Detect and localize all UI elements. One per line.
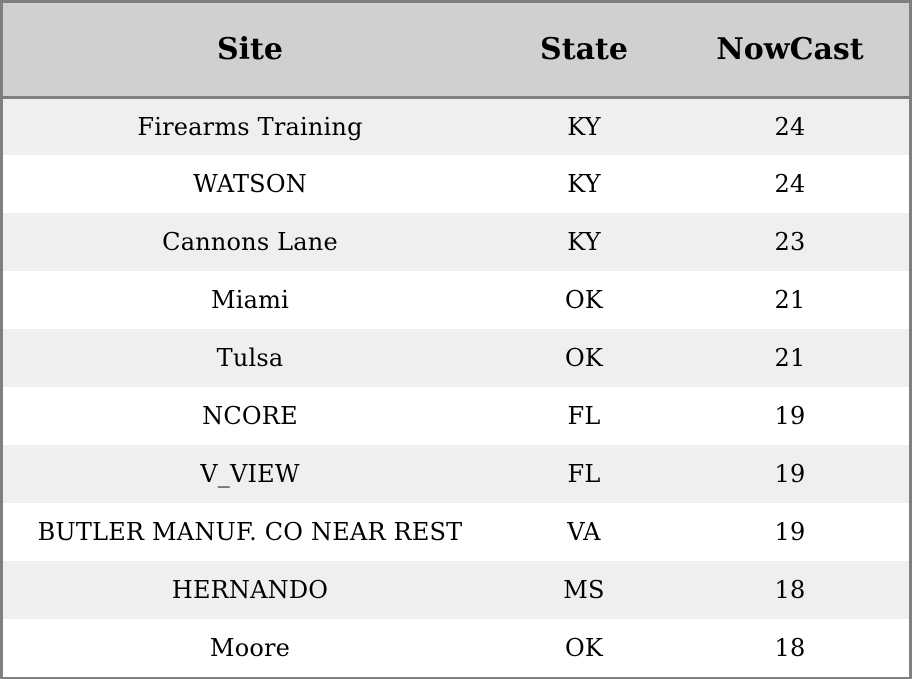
nowcast-cell: 18 xyxy=(774,634,806,662)
table-row xyxy=(3,619,909,677)
nowcast-cell: 21 xyxy=(774,344,806,372)
state-cell: OK xyxy=(564,286,603,314)
column-header-nowcast: NowCast xyxy=(671,3,909,97)
nowcast-cell: 19 xyxy=(774,460,806,488)
site-cell: Miami xyxy=(211,286,289,314)
site-cell: Tulsa xyxy=(216,344,284,372)
column-header-state: State xyxy=(497,3,671,97)
state-cell: OK xyxy=(564,634,603,662)
nowcast-cell: 24 xyxy=(774,170,806,198)
state-cell: OK xyxy=(564,344,603,372)
table-row xyxy=(3,97,909,155)
table-row xyxy=(3,155,909,213)
table-row xyxy=(3,271,909,329)
table-row xyxy=(3,329,909,387)
nowcast-cell: 23 xyxy=(774,228,806,256)
state-cell: KY xyxy=(567,228,601,256)
site-cell: HERNANDO xyxy=(171,576,329,604)
state-cell: KY xyxy=(567,170,601,198)
nowcast-table xyxy=(3,3,909,677)
table-row xyxy=(3,503,909,561)
table-row xyxy=(3,213,909,271)
nowcast-cell: 18 xyxy=(774,576,806,604)
site-cell: WATSON xyxy=(193,170,307,198)
state-cell: MS xyxy=(563,576,605,604)
site-cell: BUTLER MANUF. CO NEAR REST xyxy=(37,518,463,546)
table-header-row xyxy=(3,3,909,97)
state-cell: FL xyxy=(567,460,601,488)
state-cell: FL xyxy=(567,402,601,430)
site-cell: V_VIEW xyxy=(200,460,300,488)
site-cell: Moore xyxy=(209,634,291,662)
table-row xyxy=(3,445,909,503)
column-header-site: Site xyxy=(3,3,497,97)
site-cell: NCORE xyxy=(202,402,298,430)
site-cell: Firearms Training xyxy=(137,112,363,141)
table-row xyxy=(3,387,909,445)
nowcast-cell: 24 xyxy=(774,112,806,141)
state-cell: KY xyxy=(567,112,601,141)
site-cell: Cannons Lane xyxy=(162,228,338,256)
table-row xyxy=(3,561,909,619)
nowcast-cell: 21 xyxy=(774,286,806,314)
nowcast-cell: 19 xyxy=(774,518,806,546)
nowcast-cell: 19 xyxy=(774,402,806,430)
state-cell: VA xyxy=(567,518,601,546)
